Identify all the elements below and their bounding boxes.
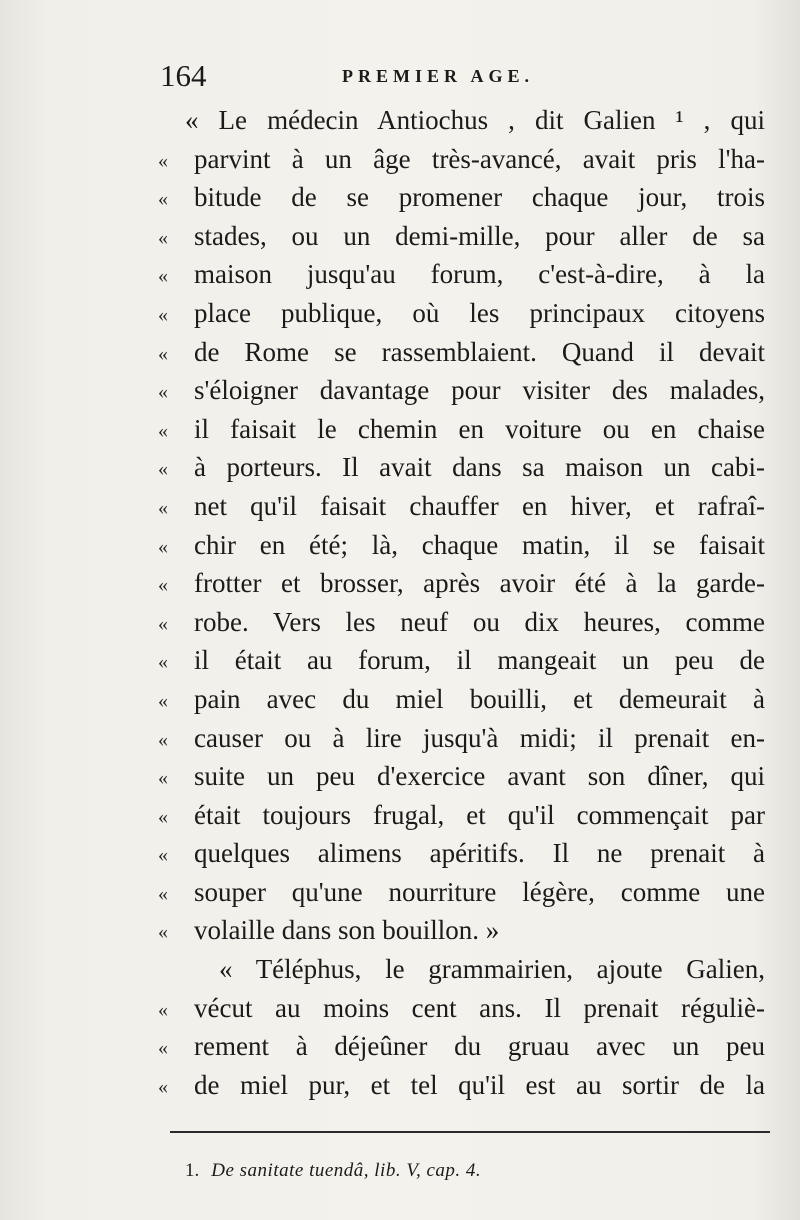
text-line [150, 448, 765, 487]
quote-mark: « [158, 188, 168, 211]
quote-mark: « [158, 612, 168, 635]
line-text: était toujours frugal, et qu'il commençait par [194, 799, 765, 830]
quote-mark: « [158, 998, 168, 1021]
line-text: chir en été; là, chaque matin, il se faisait [194, 529, 765, 560]
text-line [150, 719, 765, 758]
line-text: net qu'il faisait chauffer en hiver, et rafraî- [194, 490, 765, 521]
text-line [150, 140, 765, 179]
line-text: place publique, où les principaux citoyens [194, 297, 765, 328]
text-line [150, 911, 765, 950]
line-text: quelques alimens apéritifs. Il ne prenait à [194, 838, 765, 869]
page-number: 164 [160, 58, 207, 93]
line-text: robe. Vers les neuf ou dix heures, comme [194, 606, 765, 637]
quote-mark: « [158, 226, 168, 249]
quote-mark: « [158, 496, 168, 519]
quote-mark: « [158, 458, 168, 481]
line-text: il faisait le chemin en voiture ou en chaise [194, 413, 765, 444]
quote-mark: « [158, 651, 168, 674]
text-line [150, 680, 765, 719]
text-line [150, 178, 765, 217]
line-text: stades, ou un demi-mille, pour aller de sa [194, 220, 765, 251]
text-line [150, 834, 765, 873]
quote-mark: « [158, 805, 168, 828]
quote-mark: « [158, 574, 168, 597]
line-text: vécut au moins cent ans. Il prenait réguliè- [194, 992, 765, 1023]
text-line [150, 1027, 765, 1066]
line-text: rement à déjeûner du gruau avec un peu [194, 1031, 765, 1062]
line-text: causer ou à lire jusqu'à midi; il prenait en- [194, 722, 765, 753]
line-text: frotter et brosser, après avoir été à la garde- [194, 568, 765, 599]
quote-mark: « [158, 149, 168, 172]
text-line [150, 989, 765, 1028]
line-text: il était au forum, il mangeait un peu de [194, 645, 765, 676]
text-line [150, 873, 765, 912]
quote-mark: « [158, 419, 168, 442]
text-line [150, 217, 765, 256]
quote-mark: « [158, 921, 168, 944]
line-text: « Le médecin Antiochus , dit Galien ¹ , qui [185, 105, 765, 135]
line-text: parvint à un âge très-avancé, avait pris l'ha- [194, 143, 765, 174]
text-line [150, 487, 765, 526]
line-text: maison jusqu'au forum, c'est-à-dire, à la [194, 259, 765, 290]
quote-mark: « [158, 381, 168, 404]
quote-mark: « [158, 1037, 168, 1060]
quote-mark: « [158, 342, 168, 365]
text-line [150, 796, 765, 835]
quote-mark: « [158, 689, 168, 712]
text-line [150, 526, 765, 565]
quote-mark: « [158, 303, 168, 326]
quote-mark: « [158, 265, 168, 288]
footnote-rule [170, 1131, 770, 1133]
line-text: de miel pur, et tel qu'il est au sortir de la [194, 1069, 765, 1100]
line-text: de Rome se rassemblaient. Quand il devait [194, 336, 765, 367]
line-text: suite un peu d'exercice avant son dîner, qui [194, 761, 765, 792]
quote-mark: « [158, 882, 168, 905]
line-text: s'éloigner davantage pour visiter des malades, [194, 375, 765, 406]
footnote [185, 1156, 745, 1186]
running-title: PREMIER AGE. [342, 66, 535, 86]
footnote-number: 1. [185, 1160, 200, 1181]
text-line [150, 333, 765, 372]
line-text: « Téléphus, le grammairien, ajoute Galien, [219, 954, 765, 985]
quote-mark: « [158, 767, 168, 790]
line-text: souper qu'une nourriture légère, comme une [194, 876, 765, 907]
text-line [150, 641, 765, 680]
text-line [150, 294, 765, 333]
footnote-text: De sanitate tuendâ, lib. V, cap. 4. [211, 1160, 482, 1181]
text-line [150, 1066, 765, 1105]
running-head [160, 56, 580, 96]
line-text: pain avec du miel bouilli, et demeurait à [194, 683, 765, 714]
text-line [150, 255, 765, 294]
text-line [150, 564, 765, 603]
quote-mark: « [158, 844, 168, 867]
line-text: bitude de se promener chaque jour, trois [194, 182, 765, 213]
text-line [150, 101, 765, 140]
text-line [150, 757, 765, 796]
quote-mark: « [158, 1075, 168, 1098]
quote-mark: « [158, 535, 168, 558]
text-line [150, 603, 765, 642]
line-text: à porteurs. Il avait dans sa maison un cabi- [194, 452, 765, 483]
body-text [150, 101, 765, 1104]
text-line [150, 950, 765, 989]
text-line [150, 410, 765, 449]
line-text: volaille dans son bouillon. » [194, 915, 500, 946]
quote-mark: « [158, 728, 168, 751]
text-line [150, 371, 765, 410]
